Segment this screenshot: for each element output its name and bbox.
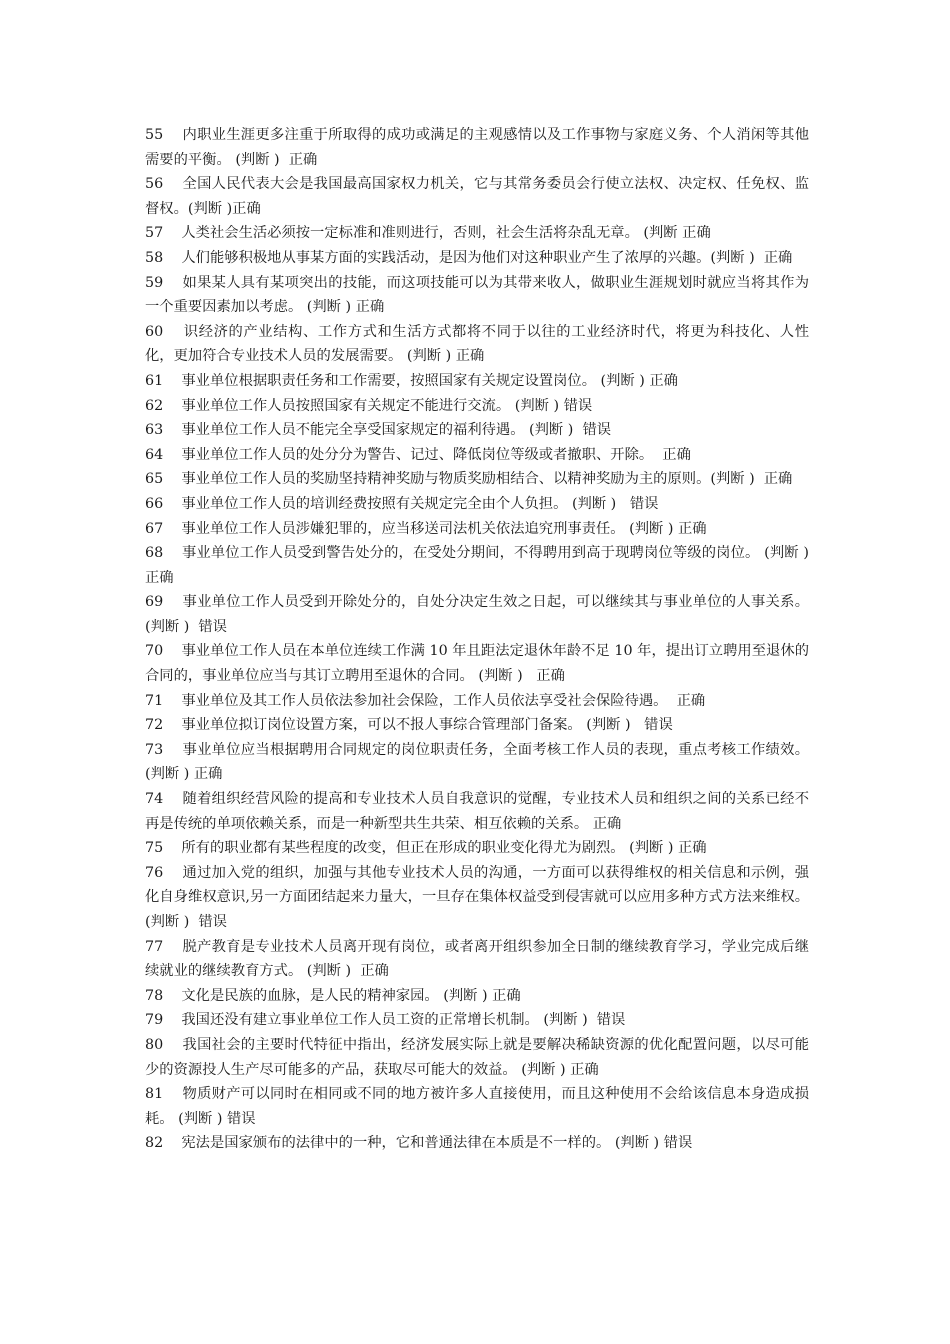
question-number: 65	[145, 471, 164, 488]
question-text: 全国人民代表大会是我国最高国家权力机关，它与其常务委员会行使立法权、决定权、任免权、监督权。(判断 )正确	[145, 176, 809, 217]
question-item	[145, 861, 814, 935]
question-text: 事业单位工作人员按照国家有关规定不能进行交流。 (判断 ) 错误	[181, 397, 593, 414]
question-text: 事业单位工作人员受到警告处分的，在受处分期间，不得聘用到高于现聘岗位等级的岗位。 (判断 ) 正确	[145, 545, 819, 586]
question-text: 人们能够积极地从事某方面的实践活动，是因为他们对这种职业产生了浓厚的兴趣。(判断 ) 正确	[181, 249, 793, 266]
question-text: 事业单位工作人员的奖励坚持精神奖励与物质奖励相结合、以精神奖励为主的原则。(判断 ) 正确	[181, 471, 793, 488]
question-text: 识经济的产业结构、工作方式和生活方式都将不同于以往的工业经济时代，将更为科技化、人性化，更加符合专业技术人员的发展需要。 (判断 ) 正确	[145, 323, 809, 365]
question-number: 77	[145, 938, 164, 955]
question-item	[145, 443, 809, 468]
question-item	[145, 1033, 809, 1082]
question-number: 78	[145, 987, 164, 1004]
question-item	[145, 639, 809, 688]
question-number: 71	[145, 692, 164, 709]
question-item	[145, 787, 809, 836]
question-item	[145, 492, 809, 517]
question-item	[145, 984, 809, 1009]
question-item	[145, 246, 809, 271]
question-item	[145, 517, 809, 542]
question-text: 人类社会生活必须按一定标准和准则进行，否则，社会生活将杂乱无章。 (判断 正确	[181, 225, 711, 242]
question-item	[145, 394, 809, 419]
question-number: 81	[145, 1086, 164, 1103]
question-number: 63	[145, 422, 164, 439]
question-number: 74	[145, 791, 164, 808]
question-text: 所有的职业都有某些程度的改变，但正在形成的职业变化得尤为剧烈。 (判断 ) 正确	[181, 840, 707, 857]
question-text: 如果某人具有某项突出的技能，而这项技能可以为其带来收人，做职业生涯规划时就应当将其作为一个重要因素加以考虑。 (判断 ) 正确	[145, 274, 809, 316]
question-item	[145, 1082, 809, 1131]
question-item	[145, 172, 809, 221]
question-item	[145, 369, 809, 394]
question-text: 事业单位应当根据聘用合同规定的岗位职责任务，全面考核工作人员的表现，重点考核工作绩效。 (判断 ) 正确	[145, 741, 814, 783]
question-item	[145, 123, 809, 172]
question-item	[145, 271, 809, 320]
question-item	[145, 935, 809, 984]
question-text: 通过加入党的组织，加强与其他专业技术人员的沟通，一方面可以获得维权的相关信息和示例，强化自身维权意识,另一方面团结起来力量大，一旦存在集体权益受到侵害就可以应用多种方式方法来维权。 (判断 ) 错误	[145, 864, 814, 930]
question-item	[145, 541, 819, 590]
question-text: 事业单位工作人员不能完全享受国家规定的福利待遇。 (判断 ) 错误	[181, 422, 612, 439]
question-text: 我国还没有建立事业单位工作人员工资的正常增长机制。 (判断 ) 错误	[181, 1012, 626, 1029]
document-page	[145, 123, 819, 1156]
question-item	[145, 738, 814, 787]
question-number: 82	[145, 1135, 164, 1152]
question-item	[145, 1008, 809, 1033]
question-number: 68	[145, 545, 164, 562]
question-number: 80	[145, 1036, 164, 1053]
question-text: 物质财产可以同时在相同或不同的地方被许多人直接使用，而且这种使用不会给该信息本身造成损耗。 (判断 ) 错误	[145, 1086, 809, 1127]
question-number: 70	[145, 643, 164, 660]
question-number: 79	[145, 1012, 164, 1029]
question-text: 事业单位工作人员的处分分为警告、记过、降低岗位等级或者撤职、开除。 正确	[181, 446, 691, 463]
question-text: 事业单位工作人员的培训经费按照有关规定完全由个人负担。 (判断 ) 错误	[181, 495, 659, 512]
question-number: 69	[145, 594, 164, 611]
question-item	[145, 467, 809, 492]
question-number: 66	[145, 495, 164, 512]
question-number: 62	[145, 397, 164, 414]
question-text: 随着组织经营风险的提高和专业技术人员自我意识的觉醒，专业技术人员和组织之间的关系已经不再是传统的单项依赖关系，而是一种新型共生共荣、相互依赖的关系。 正确	[145, 791, 809, 832]
question-text: 事业单位根据职责任务和工作需要，按照国家有关规定设置岗位。 (判断 ) 正确	[181, 372, 678, 389]
question-text: 事业单位工作人员在本单位连续工作满 10 年且距法定退休年龄不足 10 年，提出订立聘用至退休的合同的，事业单位应当与其订立聘用至退休的合同。 (判断 ) 正确	[145, 643, 809, 685]
question-number: 64	[145, 446, 164, 463]
question-number: 67	[145, 520, 164, 537]
question-item	[145, 713, 809, 738]
question-text: 事业单位及其工作人员依法参加社会保险，工作人员依法享受社会保险待遇。 正确	[181, 692, 706, 709]
question-text: 事业单位工作人员涉嫌犯罪的，应当移送司法机关依法追究刑事责任。 (判断 ) 正确	[181, 520, 707, 537]
question-item	[145, 689, 809, 714]
question-item	[145, 418, 809, 443]
question-text: 内职业生涯更多注重于所取得的成功或满足的主观感情以及工作事物与家庭义务、个人消闲等其他需要的平衡。 (判断 ) 正确	[145, 127, 809, 168]
question-text: 事业单位工作人员受到开除处分的，自处分决定生效之日起，可以继续其与事业单位的人事关系。 (判断 ) 错误	[145, 594, 814, 635]
question-number: 59	[145, 274, 164, 291]
question-number: 72	[145, 717, 164, 734]
question-item	[145, 320, 809, 369]
question-number: 55	[145, 127, 164, 143]
question-number: 75	[145, 840, 164, 857]
question-number: 58	[145, 249, 164, 266]
question-item	[145, 836, 809, 861]
question-text: 脱产教育是专业技术人员离开现有岗位，或者离开组织参加全日制的继续教育学习，学业完成后继续就业的继续教育方式。 (判断 ) 正确	[145, 938, 809, 980]
question-number: 61	[145, 372, 164, 389]
question-text: 文化是民族的血脉，是人民的精神家园。 (判断 ) 正确	[181, 987, 521, 1004]
question-number: 76	[145, 864, 164, 881]
question-item	[145, 221, 809, 246]
question-number: 73	[145, 741, 164, 758]
question-number: 60	[145, 323, 164, 340]
question-number: 57	[145, 225, 164, 242]
question-text: 事业单位拟订岗位设置方案，可以不报人事综合管理部门备案。 (判断 ) 错误	[181, 717, 673, 734]
question-item	[145, 590, 814, 639]
question-text: 我国社会的主要时代特征中指出，经济发展实际上就是要解决稀缺资源的优化配置问题，以尽可能少的资源投人生产尽可能多的产品，获取尽可能大的效益。 (判断 ) 正确	[145, 1036, 809, 1078]
question-number: 56	[145, 176, 164, 193]
question-text: 宪法是国家颁布的法律中的一种，它和普通法律在本质是不一样的。 (判断 ) 错误	[181, 1135, 693, 1152]
question-item	[145, 1131, 809, 1156]
